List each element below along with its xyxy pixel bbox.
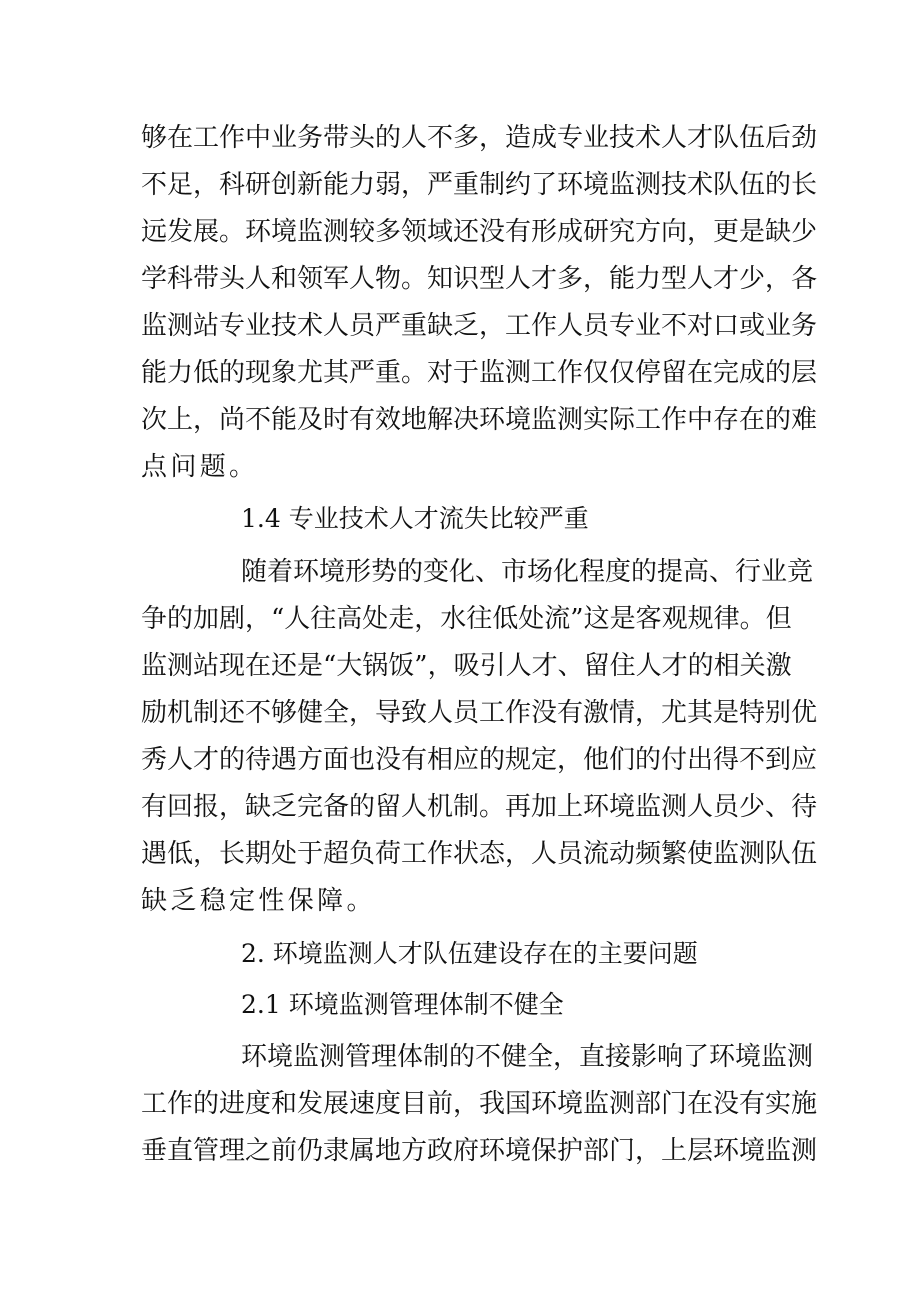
paragraph-line: 环境监测管理体制的不健全，直接影响了环境监测 xyxy=(241,1042,814,1072)
paragraph-line: 监测站专业技术人员严重缺乏，工作人员专业不对口或业务 xyxy=(141,311,818,341)
paragraph-line: 学科带头人和领军人物。知识型人才多，能力型人才少，各 xyxy=(141,264,818,294)
paragraph-line: 遇低，长期处于超负荷工作状态，人员流动频繁使监测队伍 xyxy=(141,839,818,869)
paragraph-line: 垂直管理之前仍隶属地方政府环境保护部门，上层环境监测 xyxy=(141,1136,818,1166)
paragraph-line: 够在工作中业务带头的人不多，造成专业技术人才队伍后劲 xyxy=(141,123,818,153)
section-heading-2-1: 2.1 环境监测管理体制不健全 xyxy=(241,990,564,1019)
paragraph-line: 不足，科研创新能力弱，严重制约了环境监测技术队伍的长 xyxy=(141,170,818,200)
paragraph-line: 点问题。 xyxy=(141,452,259,482)
paragraph-line: 能力低的现象尤其严重。对于监测工作仅仅停留在完成的层 xyxy=(141,358,818,388)
paragraph-line: 监测站现在还是“大锅饭”，吸引人才、留住人才的相关激 xyxy=(141,651,792,681)
section-heading-1-4: 1.4 专业技术人才流失比较严重 xyxy=(241,504,589,533)
paragraph-line: 工作的进度和发展速度目前，我国环境监测部门在没有实施 xyxy=(141,1089,818,1119)
paragraph-line: 秀人才的待遇方面也没有相应的规定，他们的付出得不到应 xyxy=(141,745,818,775)
paragraph-line: 缺乏稳定性保障。 xyxy=(141,886,376,916)
section-heading-2: 2. 环境监测人才队伍建设存在的主要问题 xyxy=(241,939,698,968)
paragraph-line: 随着环境形势的变化、市场化程度的提高、行业竞 xyxy=(241,557,814,587)
paragraph-line: 次上，尚不能及时有效地解决环境监测实际工作中存在的难 xyxy=(141,405,818,435)
paragraph-line: 励机制还不够健全，导致人员工作没有激情，尤其是特别优 xyxy=(141,698,818,728)
paragraph-line: 有回报，缺乏完备的留人机制。再加上环境监测人员少、待 xyxy=(141,792,818,822)
paragraph-line: 争的加剧，“人往高处走，水往低处流”这是客观规律。但 xyxy=(141,604,792,634)
paragraph-line: 远发展。环境监测较多领域还没有形成研究方向，更是缺少 xyxy=(141,217,818,247)
